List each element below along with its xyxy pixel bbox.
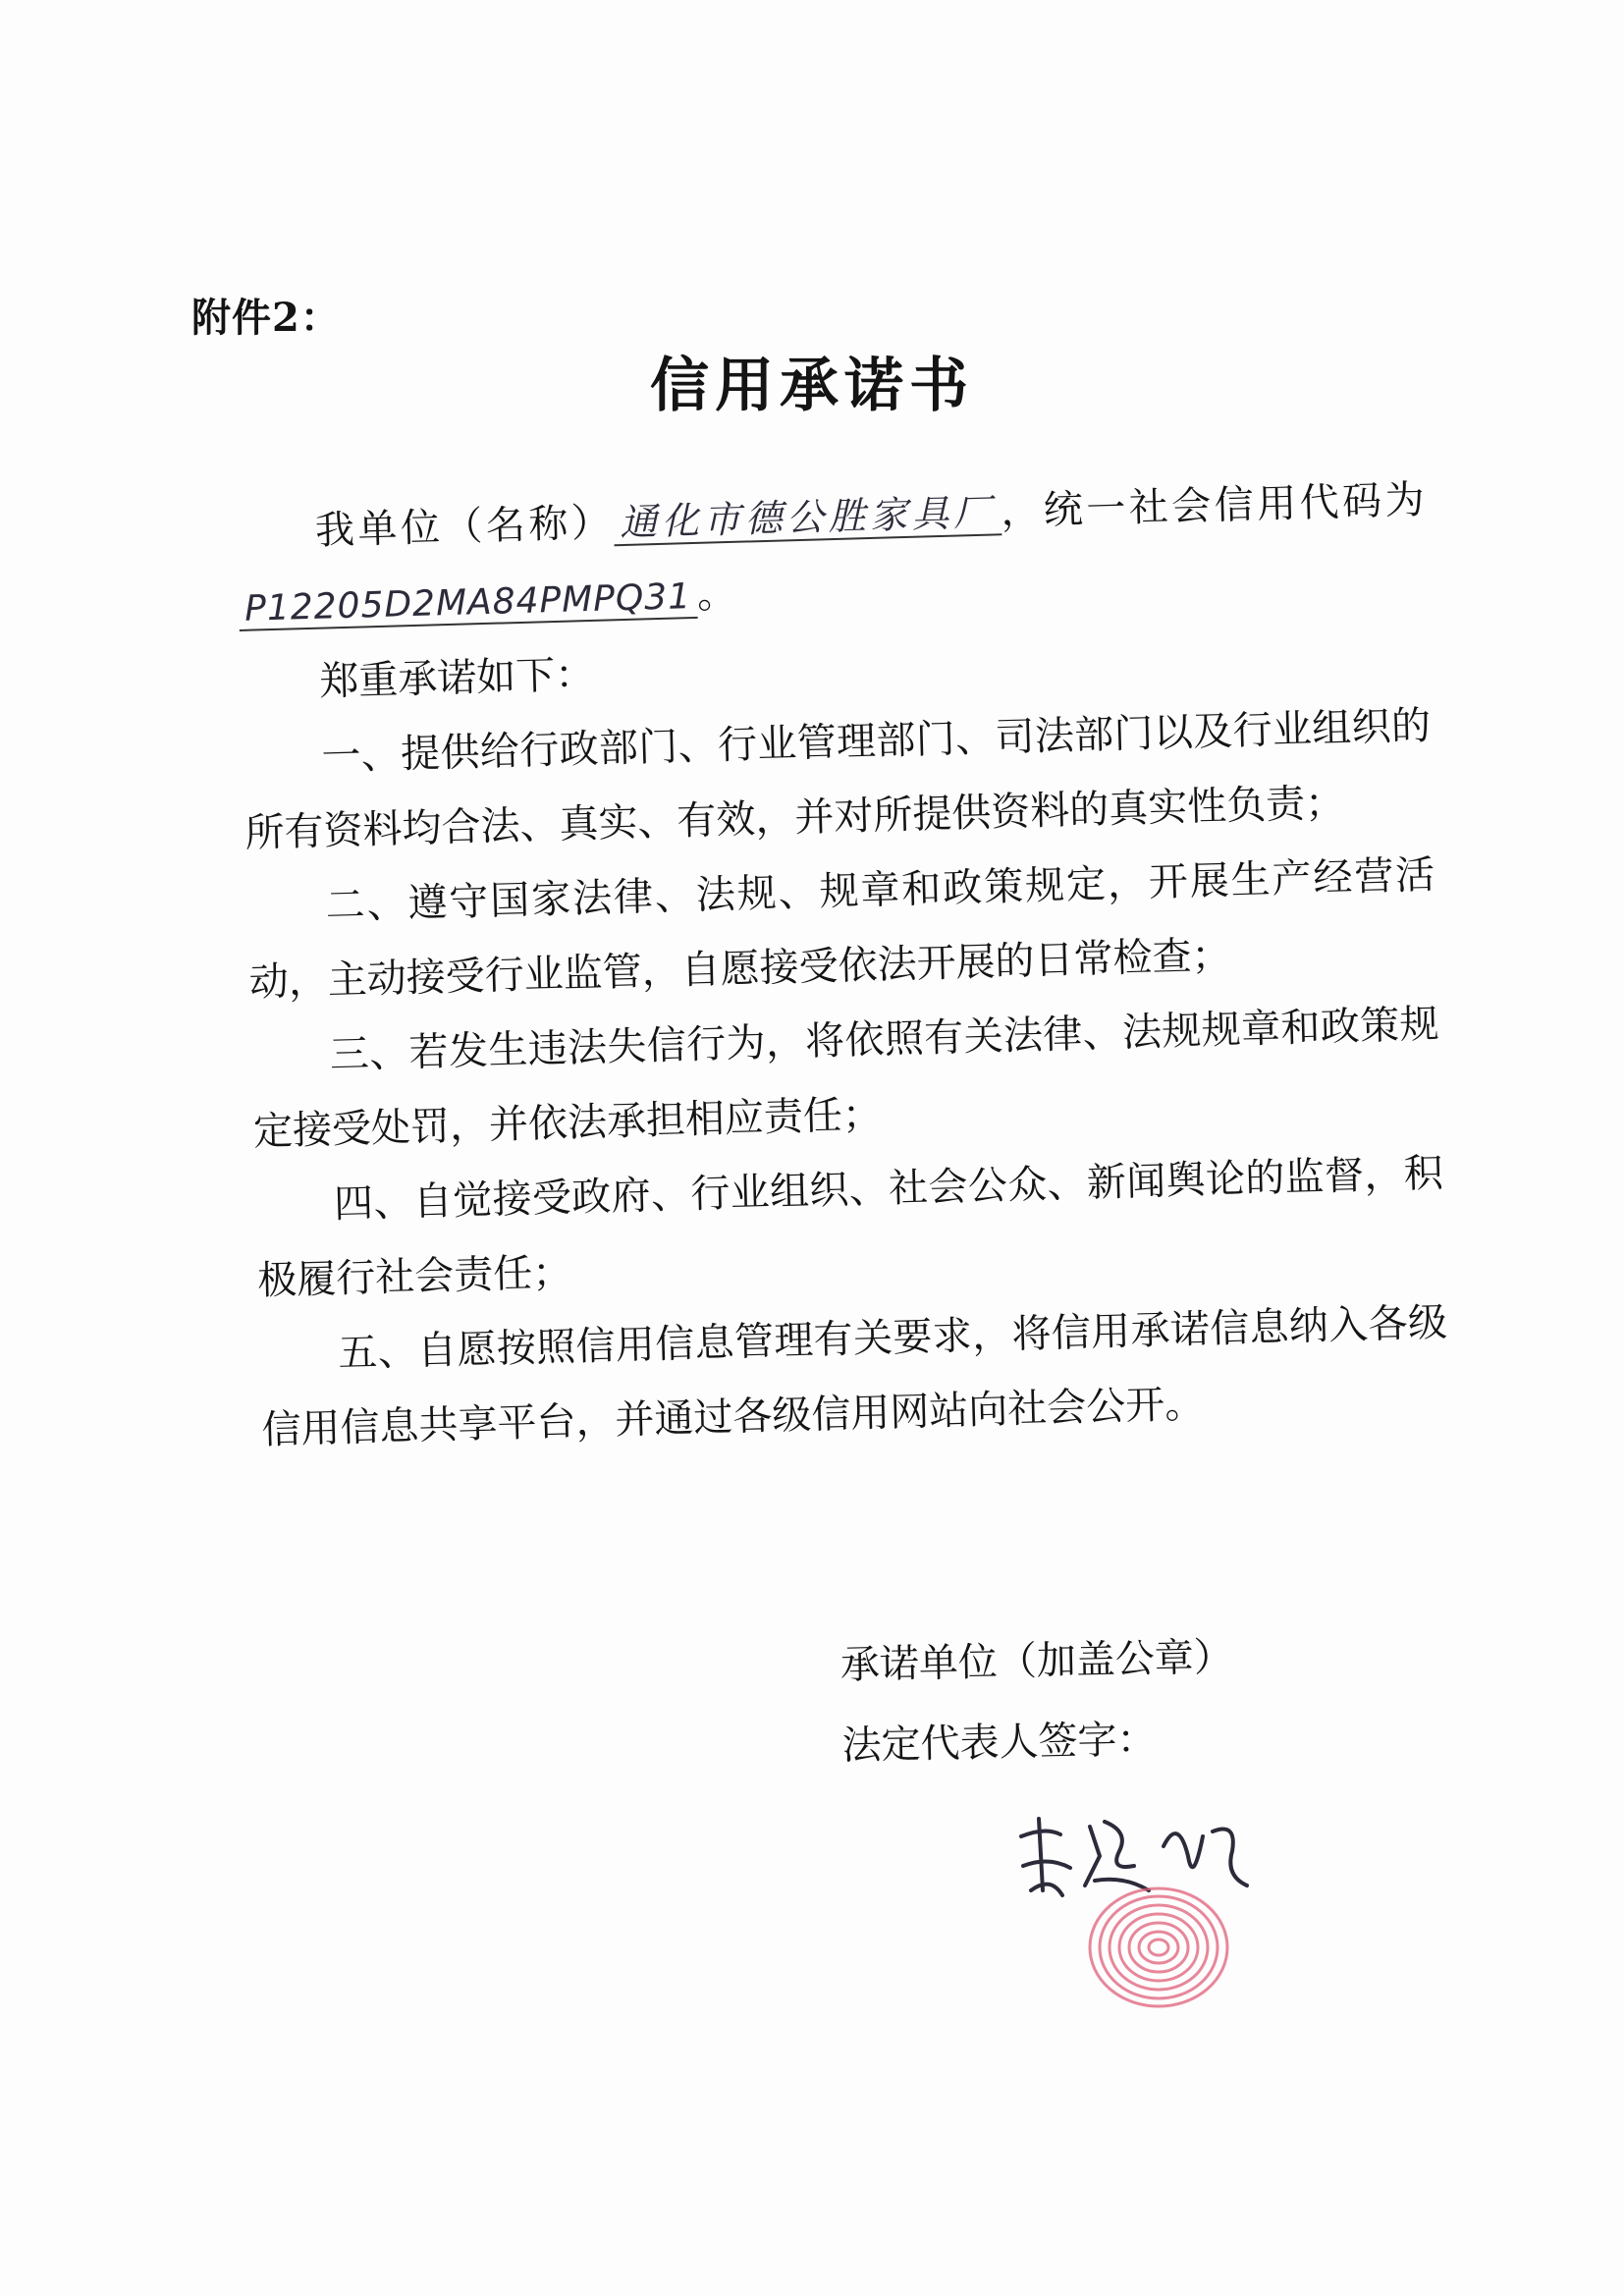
clause-5: 五、自愿按照信用信息管理有关要求，将信用承诺信息纳入各级信用信息共享平台，并通过各级信用网站向社会公开。 (260, 1299, 1448, 1453)
intro-prefix: 我单位（名称） (314, 500, 615, 554)
document-title: 信用承诺书 (650, 352, 974, 420)
signature-block (839, 1617, 1235, 1786)
clause-3: 三、若发生违法失信行为，将依照有关法律、法规规章和政策规定接受处罚，并依法承担相应责任； (252, 1002, 1440, 1155)
clause-4: 四、自觉接受政府、行业组织、社会公众、新闻舆论的监督，积极履行社会责任； (256, 1150, 1444, 1304)
clause-1: 一、提供给行政部门、行业管理部门、司法部门以及行业组织的所有资料均合法、真实、有效，并对所提供资料的真实性负责； (244, 703, 1432, 856)
intro-mid: ，统一社会信用代码为 (1000, 477, 1426, 535)
intro-suffix: 。 (696, 571, 737, 618)
clause-2: 二、遵守国家法律、法规、规章和政策规定，开展生产经营活动，主动接受行业监管，自愿接受依法开展的日常检查； (248, 852, 1435, 1006)
document-body (236, 463, 1450, 1467)
credit-code-handwritten: P12205D2MA84PMPQ31 (239, 576, 698, 631)
fingerprint-icon (1080, 1871, 1237, 2018)
attachment-label: 附件2： (191, 295, 341, 341)
legal-rep-label: 法定代表人签字： (841, 1717, 1157, 1769)
lead-paragraph: 郑重承诺如下： (318, 651, 595, 705)
unit-name-handwritten: 通化市德公胜家具厂 (614, 490, 1001, 546)
unit-seal-label: 承诺单位（加盖公章） (839, 1634, 1234, 1688)
